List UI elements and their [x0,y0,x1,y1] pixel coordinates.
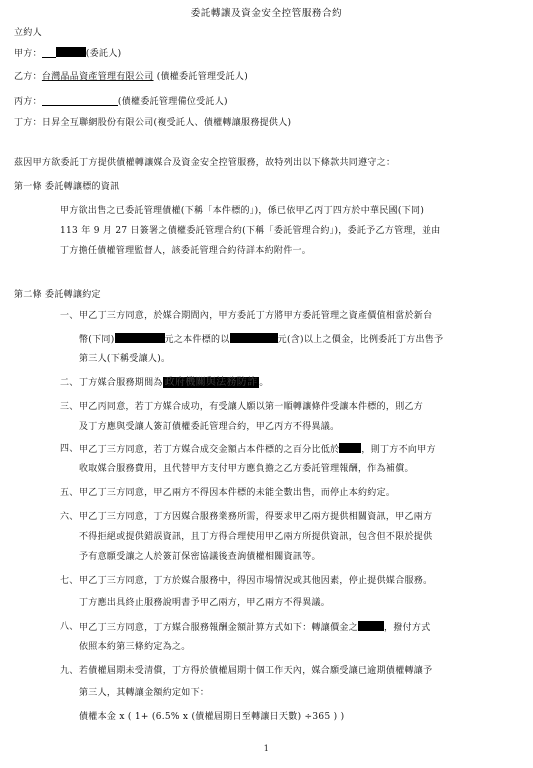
clause-9-number: 九、 [60,666,79,676]
clause-2-end: 。 [259,378,269,388]
clause-4-text-b: ，則丁方不向甲方 [361,445,436,455]
clause-1-redaction-2 [230,333,278,343]
clause-3-line-2: 及丁方應與受讓人簽訂債權委託管理合約，甲乙丙方不得異議。 [79,422,340,432]
clause-1-redaction-1 [115,333,165,343]
clause-9-formula: 債權本金 x ( 1+ (6.5% x (債權屆期日至轉讓日天數) ÷365 ) ) [79,712,345,722]
clause-8-line-1 [79,621,431,634]
clause-9-line-2: 第三人，其轉讓金額約定如下： [79,688,210,698]
clause-4-line-1 [79,443,436,456]
article1-line-1: 甲方欲出售之已委託管理債權(下稱「本件標的」)，係已依甲乙丙丁四方於中華民國(下同) [60,206,425,216]
clause-7-line-1: 甲乙丁三方同意，丁方於媒合服務中，得因市場情況或其他因素，停止提供媒合服務。 [79,576,433,586]
party-b-suffix: (債權委託管理受託人) [156,72,249,82]
party-b-line [14,71,248,83]
clause-8-line-2: 依照本約第三條約定為之。 [79,642,191,652]
clause-3-number: 三、 [60,402,79,412]
clause-1-text-a: 幣(下同) [79,335,115,345]
parties-heading: 立約人 [14,28,42,38]
article1-line-3: 丁方擔任債權管理監督人，該委託管理合約待詳本約附件一。 [60,246,312,256]
clause-5-number: 五、 [60,488,79,498]
clause-2-number: 二、 [60,378,79,388]
clause-7-number: 七、 [60,576,79,586]
clause-6-line-3: 予有意願受讓之人於簽訂保密協議後查詢債權相關資訊等。 [79,552,321,562]
clause-2-line-1 [79,377,269,389]
party-a-line [14,47,121,60]
article1-heading: 第一條 委託轉讓標的資訊 [14,182,120,192]
clause-4-line-2: 收取媒合服務費用，且代替甲方支付甲方應負擔之乙方委託管理報酬，作為補償。 [79,464,414,474]
clause-6-line-1: 甲乙丁三方同意，丁方因媒合服務業務所需，得要求甲乙兩方提供相關資訊，甲乙兩方 [79,512,433,522]
document-title: 委託轉讓及資金安全控管服務合約 [190,8,343,19]
clause-2-text: 丁方媒合服務期間為 [79,378,163,388]
party-b-company: 台灣晶品資產管理有限公司 [41,72,154,82]
page-number: 1 [263,744,270,753]
clause-8-number: 八、 [60,622,79,632]
party-c-underline [42,95,118,106]
clause-1-line-1: 甲乙丁三方同意，於媒合期間內，甲方委託丁方將甲方委託管理之資產價值相當於新台 [79,311,433,321]
clause-1-number: 一、 [60,311,79,321]
party-d-label: 丁方： [14,118,42,128]
party-a-suffix: (委託人) [85,49,122,59]
clause-1-line-2 [79,333,443,346]
clause-6-line-2: 不得拒絕或提供錯誤資訊，且丁方得合理使用甲乙兩方所提供資訊，包含但不限於提供 [79,532,433,542]
clause-6-number: 六、 [60,512,79,522]
party-a-label: 甲方： [14,49,42,59]
clause-1-line-3: 第三人(下稱受讓人)。 [79,354,171,364]
clause-1-text-b: 元之本件標的以 [164,335,230,345]
clause-4-text-a: 甲乙丁三方同意，若丁方媒合成交金額占本件標的之百分比低於 [79,445,340,455]
clause-1-text-c: 元(含)以上之價金，比例委託丁方出售予 [277,335,444,345]
clause-4-redaction [339,443,361,453]
party-c-suffix: (債權委託管理備位受託人) [117,97,228,107]
party-a-redaction [56,47,86,57]
preamble: 茲因甲方欲委託丁方提供債權轉讓媒合及資金安全控管服務，故特列出以下條款共同遵守之： [14,158,396,168]
party-d-text: 日昇全互聯網股份有限公司(複受託人、債權轉讓服務提供人) [41,118,292,128]
clause-8-text-b: ，撥付方式 [384,623,431,633]
article2-heading: 第二條 委託轉讓約定 [14,290,101,300]
clause-3-line-1: 甲乙丙同意，若丁方媒合成功，有受讓人願以第一順轉讓條件受讓本件標的，則乙方 [79,402,424,412]
clause-7-line-2: 丁方應出具終止服務說明書予甲乙兩方，甲乙兩方不得異議。 [79,598,331,608]
party-c-label: 丙方： [14,97,42,107]
clause-2-redaction-watermark: 政府機關與法務防詐 [164,377,258,388]
clause-5-line-1: 甲乙丁三方同意，甲乙兩方不得因本件標的未能全數出售，而停止本約約定。 [79,488,396,498]
clause-8-redaction [358,621,384,631]
clause-9-line-1: 若債權屆期未受清償，丁方得於債權屆期十個工作天內，媒合願受讓已逾期債權轉讓予 [79,666,433,676]
party-a-underline [42,47,56,58]
clause-8-text-a: 甲乙丁三方同意，丁方媒合服務報酬金額計算方式如下：轉讓價金之 [79,623,359,633]
party-d-line [14,117,291,129]
party-c-line [14,95,228,108]
article1-line-2: 113 年 9 月 27 日簽署之債權委託管理合約(下稱「委託管理合約」)，委託予乙方管理，並由 [60,226,441,236]
party-b-label: 乙方： [14,72,42,82]
clause-4-number: 四、 [60,444,79,454]
